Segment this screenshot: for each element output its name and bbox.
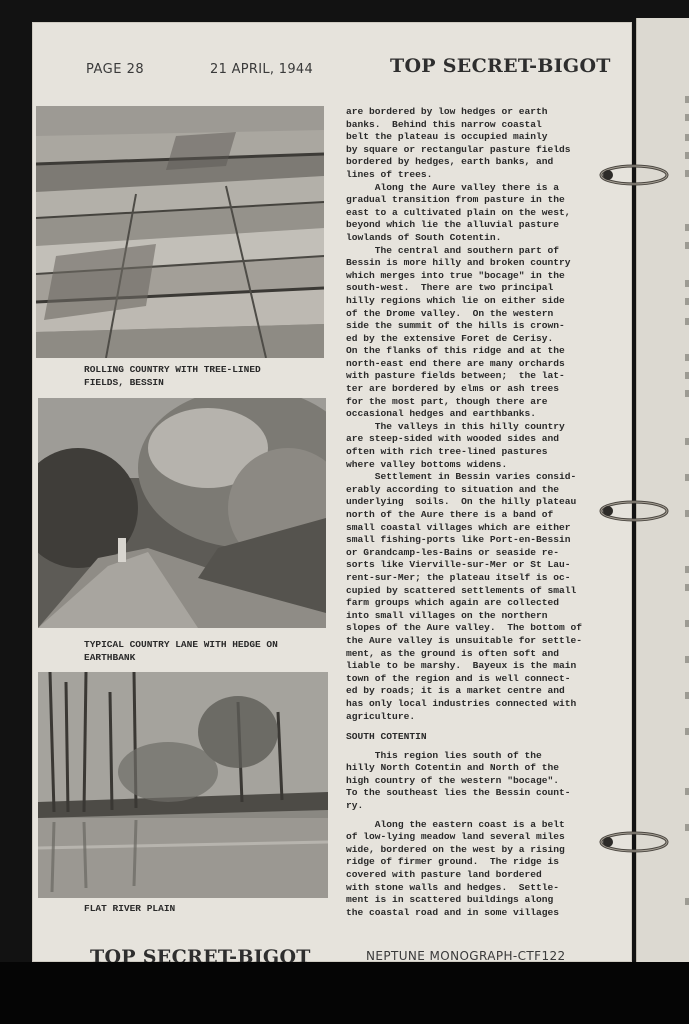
photo-flat-river-plain xyxy=(38,672,328,898)
photo-country-lane xyxy=(38,398,326,628)
scan-border xyxy=(0,962,689,1024)
classification-footer: TOP SECRET-BIGOT xyxy=(90,946,311,962)
body-text-column xyxy=(346,106,608,919)
paragraph: The central and southern part of Bessin is more hilly and broken country which merges into true "bocage" in the south-west. There are two principal hilly regions which lie on either side of the Drome valley. On the western side the summit of the hills is crown- ed by the extensive Foret de Cerisy. On the flanks of this ridge and at the north-east end there are many orchards with pasture fields between; the lat- ter are bordered by elms or ash trees for the most part, though there are occasional hedges and earthbanks. xyxy=(346,244,571,420)
binder-ring-icon xyxy=(596,160,672,190)
paragraph: Settlement in Bessin varies consid- erably according to situation and the underlying soils. On the hilly plateau north of the Aure there is a band of small coastal villages which are either small fishing-ports like Port-en-Bessin or Grandcamp-les-Bains or seaside re- sorts like Vierville-sur-Mer or St Lau- rent-sur-Mer; the plateau itself is oc- cupied by scattered settlements of small farm groups which again are collected into small villages on the northern slopes of the Aure valley. The bottom of the Aure valley is unsuitable for settle- ment, as the ground is often soft and liable to be marshy. Bayeux is the main town of the region and is well connect- ed by roads; it is a market centre and has only local industries connected with agriculture. xyxy=(346,471,583,722)
binder-ring-icon xyxy=(596,496,672,526)
photo-caption: FLAT RIVER PLAIN xyxy=(84,903,176,914)
photo-caption: ROLLING COUNTRY WITH TREE-LINED FIELDS, BESSIN xyxy=(84,364,261,388)
document-page xyxy=(32,22,632,962)
paragraph: The valleys in this hilly country are steep-sided with wooded sides and often with rich tree-lined pastures where valley bottoms widens. xyxy=(346,420,565,470)
paragraph: Along the Aure valley there is a gradual transition from pasture in the east to a cultivated plain on the west, beyond which lie the alluvial pasture lowlands of South Cotentin. xyxy=(346,181,571,243)
monograph-label: NEPTUNE MONOGRAPH-CTF122 xyxy=(366,949,566,962)
classification-header: TOP SECRET-BIGOT xyxy=(390,55,611,77)
photo-caption: TYPICAL COUNTRY LANE WITH HEDGE ON EARTHBANK xyxy=(84,639,278,663)
section-heading: SOUTH COTENTIN xyxy=(346,731,427,743)
paragraph: Along the eastern coast is a belt of low-lying meadow land several miles wide, bordered on the west by a rising ridge of firmer ground. The ridge is covered with pasture land bordered with stone walls and hedges. Settle- ment is in scattered buildings along the coastal road and in some villages xyxy=(346,818,565,918)
document-date: 21 APRIL, 1944 xyxy=(210,62,314,77)
paragraph: This region lies south of the hilly North Cotentin and North of the high country of the western "bocage". To the southeast lies the Bessin count- ry. xyxy=(346,749,571,812)
paragraph: are bordered by low hedges or earth banks. Behind this narrow coastal belt the plateau is occupied mainly by square or rectangular pasture fields bordered by hedges, earth banks, and lines of trees. xyxy=(346,106,571,180)
photo-rolling-country xyxy=(36,106,324,358)
page-number: PAGE 28 xyxy=(86,62,145,77)
binder-ring-icon xyxy=(596,827,672,857)
